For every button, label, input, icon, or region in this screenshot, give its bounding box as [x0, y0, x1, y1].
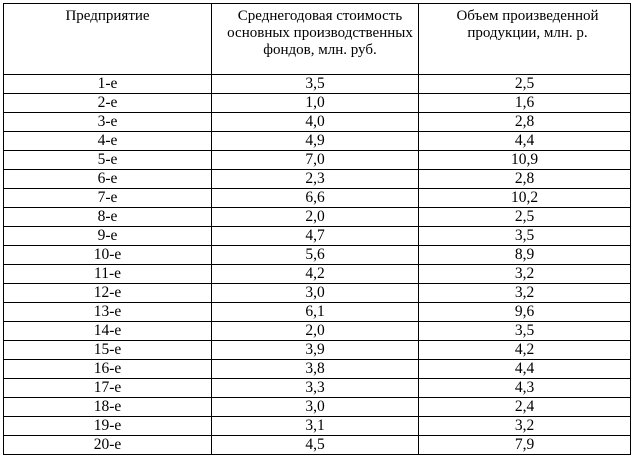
cell-output-volume: 3,2 [419, 417, 631, 436]
table-row [4, 417, 631, 436]
cell-output-volume: 2,5 [419, 208, 631, 227]
cell-enterprise: 11-е [4, 265, 212, 284]
table-body [4, 75, 631, 455]
cell-output-volume: 3,2 [419, 265, 631, 284]
table-row [4, 284, 631, 303]
cell-fixed-assets-cost: 1,0 [212, 94, 419, 113]
cell-output-volume: 3,5 [419, 227, 631, 246]
cell-output-volume: 2,5 [419, 75, 631, 94]
table-row [4, 360, 631, 379]
cell-enterprise: 2-е [4, 94, 212, 113]
cell-output-volume: 3,2 [419, 284, 631, 303]
table-row [4, 189, 631, 208]
cell-fixed-assets-cost: 3,0 [212, 284, 419, 303]
table-row [4, 341, 631, 360]
cell-fixed-assets-cost: 7,0 [212, 151, 419, 170]
cell-output-volume: 2,4 [419, 398, 631, 417]
table-row [4, 265, 631, 284]
cell-fixed-assets-cost: 5,6 [212, 246, 419, 265]
table-row [4, 208, 631, 227]
cell-output-volume: 10,2 [419, 189, 631, 208]
cell-enterprise: 4-е [4, 132, 212, 151]
cell-fixed-assets-cost: 3,0 [212, 398, 419, 417]
cell-enterprise: 20-е [4, 436, 212, 455]
cell-fixed-assets-cost: 3,8 [212, 360, 419, 379]
cell-output-volume: 3,5 [419, 322, 631, 341]
cell-enterprise: 9-е [4, 227, 212, 246]
table-row [4, 398, 631, 417]
cell-output-volume: 4,2 [419, 341, 631, 360]
header-enterprise: Предприятие [4, 4, 212, 75]
cell-fixed-assets-cost: 2,0 [212, 208, 419, 227]
cell-enterprise: 15-е [4, 341, 212, 360]
cell-fixed-assets-cost: 2,3 [212, 170, 419, 189]
header-row [4, 4, 631, 75]
table-row [4, 436, 631, 455]
header-output-volume: Объем произведенной продукции, млн. р. [419, 4, 631, 75]
cell-enterprise: 7-е [4, 189, 212, 208]
cell-fixed-assets-cost: 3,3 [212, 379, 419, 398]
table-row [4, 227, 631, 246]
table-row [4, 94, 631, 113]
cell-enterprise: 19-е [4, 417, 212, 436]
table-row [4, 246, 631, 265]
cell-enterprise: 12-е [4, 284, 212, 303]
table-row [4, 379, 631, 398]
table-row [4, 113, 631, 132]
cell-output-volume: 2,8 [419, 113, 631, 132]
cell-fixed-assets-cost: 3,1 [212, 417, 419, 436]
cell-output-volume: 8,9 [419, 246, 631, 265]
table-row [4, 170, 631, 189]
cell-fixed-assets-cost: 4,2 [212, 265, 419, 284]
table-header [4, 4, 631, 75]
cell-fixed-assets-cost: 4,9 [212, 132, 419, 151]
cell-enterprise: 14-е [4, 322, 212, 341]
cell-fixed-assets-cost: 4,5 [212, 436, 419, 455]
cell-fixed-assets-cost: 3,5 [212, 75, 419, 94]
table-row [4, 75, 631, 94]
cell-enterprise: 1-е [4, 75, 212, 94]
table-row [4, 322, 631, 341]
cell-output-volume: 4,3 [419, 379, 631, 398]
cell-fixed-assets-cost: 3,9 [212, 341, 419, 360]
cell-enterprise: 6-е [4, 170, 212, 189]
cell-fixed-assets-cost: 4,7 [212, 227, 419, 246]
cell-enterprise: 18-е [4, 398, 212, 417]
cell-enterprise: 16-е [4, 360, 212, 379]
cell-fixed-assets-cost: 6,6 [212, 189, 419, 208]
cell-output-volume: 1,6 [419, 94, 631, 113]
cell-enterprise: 8-е [4, 208, 212, 227]
cell-fixed-assets-cost: 4,0 [212, 113, 419, 132]
cell-fixed-assets-cost: 2,0 [212, 322, 419, 341]
cell-output-volume: 9,6 [419, 303, 631, 322]
cell-output-volume: 4,4 [419, 360, 631, 379]
table-row [4, 132, 631, 151]
cell-output-volume: 2,8 [419, 170, 631, 189]
cell-fixed-assets-cost: 6,1 [212, 303, 419, 322]
cell-output-volume: 4,4 [419, 132, 631, 151]
data-table [3, 3, 631, 455]
cell-output-volume: 10,9 [419, 151, 631, 170]
cell-enterprise: 13-е [4, 303, 212, 322]
header-fixed-assets-cost: Среднегодовая стоимость основных производственных фондов, млн. руб. [212, 4, 419, 75]
cell-output-volume: 7,9 [419, 436, 631, 455]
table-row [4, 303, 631, 322]
cell-enterprise: 17-е [4, 379, 212, 398]
table-row [4, 151, 631, 170]
cell-enterprise: 5-е [4, 151, 212, 170]
cell-enterprise: 10-е [4, 246, 212, 265]
cell-enterprise: 3-е [4, 113, 212, 132]
